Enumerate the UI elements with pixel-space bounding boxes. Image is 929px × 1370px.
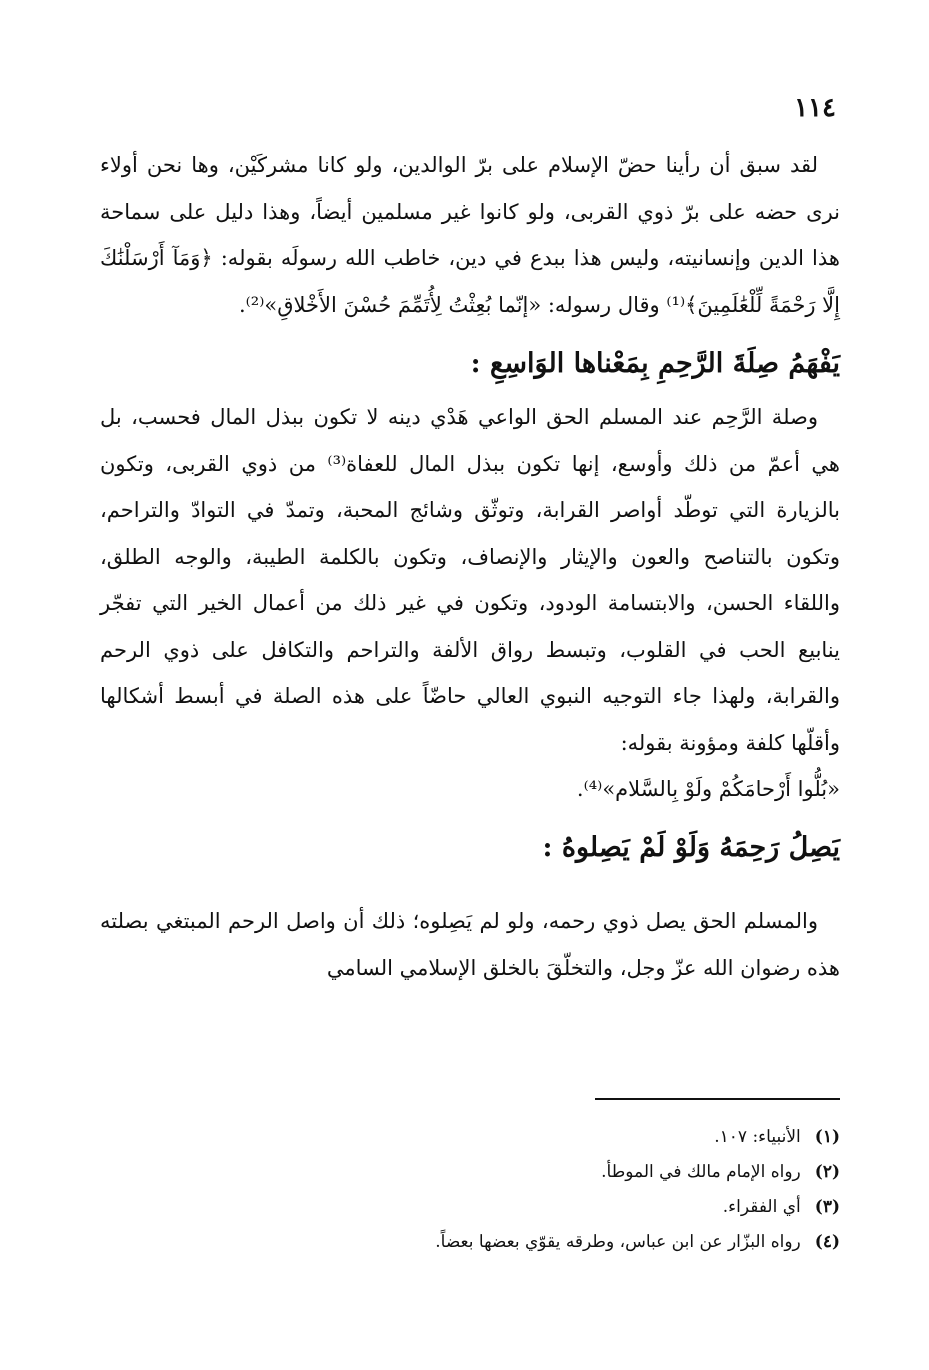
- footnote-text: أي الفقراء.: [722, 1197, 801, 1217]
- paragraph-true-muslim: والمسلم الحق يصل ذوي رحمه، ولو لم يَصِلوه؛ ذلك أن واصل الرحم المبتغي بصلته هذه رضوان الله عزّ وجل، والتخلّقَ بالخلق الإسلامي السامي: [100, 909, 840, 980]
- footnote-number: (٢): [814, 1162, 840, 1182]
- footnote-number: (١): [814, 1127, 840, 1147]
- footnote-divider: [595, 1098, 840, 1100]
- footnote-2: [300, 1155, 840, 1190]
- footnotes: [300, 1120, 840, 1260]
- footnote-text: رواه البزّار عن ابن عباس، وطرقه يقوّي بعضها بعضاً.: [435, 1232, 801, 1252]
- footnote-number: (٤): [814, 1232, 840, 1252]
- page-number: ١١٤: [794, 93, 836, 123]
- footnote-text: رواه الإمام مالك في الموطأ.: [601, 1162, 801, 1182]
- section-heading-broad-meaning: يَفْهَمُ صِلَةَ الرَّحِمِ بِمَعْناها الوَاسِعِ :: [470, 348, 840, 379]
- footnote-1: [300, 1120, 840, 1155]
- footnote-number: (٣): [814, 1197, 840, 1217]
- footnote-4: [300, 1225, 840, 1260]
- spacer: [100, 878, 840, 898]
- paragraph-kinship-ties: وصلة الرَّحِم عند المسلم الحق الواعي هَدْي دينه لا تكون ببذل المال فحسب، بل هي أعمّ من ذلك وأوسع، إنها تكون ببذل المال للعفاة⁽³⁾ من ذوي القربى، وتكون بالزيارة التي توطّد أواصر القرابة، وتوثّق وشائج المحبة، وتمدّ في التوادّ والتراحم، وتكون بالتناصح والعون والإيثار والإنصاف، وتكون بالكلمة الطيبة، والوجه الطلق، واللقاء الحسن، والابتسامة الودود، وتكون في غير ذلك من أعمال الخير التي تفجّر ينابيع الحب في القلوب، وتبسط رواق الألفة والتراحم والتكافل على ذوي الرحم والقرابة، ولهذا جاء التوجيه النبوي العالي حاضّاً على هذه الصلة في أبسط أشكالها وأقلّها كلفة ومؤونة بقوله:: [100, 405, 840, 755]
- paragraph-intro: لقد سبق أن رأينا حضّ الإسلام على برّ الوالدين، ولو كانا مشركَيْن، وها نحن أولاء نرى حضه على برّ ذوي القربى، ولو كانوا غير مسلمين أيضاً، وهذا دليل على سماحة هذا الدين وإنسانيته، وليس هذا ببدع في دين، خاطب الله رسولَه بقوله: ﴿وَمَآ أَرْسَلْنَٰكَ إِلَّا رَحْمَةً لِّلْعَٰلَمِينَ﴾⁽¹⁾ وقال رسوله: «إنّما بُعِثْتُ لِأُتَمِّمَ حُسْنَ الأَخْلاقِ»⁽²⁾.: [100, 153, 840, 317]
- page-body: [100, 88, 840, 1288]
- section-heading-maintain-ties: يَصِلُ رَحِمَهُ وَلَوْ لَمْ يَصِلوهُ :: [542, 832, 840, 863]
- footnote-3: [300, 1190, 840, 1225]
- footnote-text: الأنبياء: ١٠٧.: [714, 1127, 801, 1147]
- hadith-quote: «بُلُّوا أَرْحامَكُمْ ولَوْ بِالسَّلام»⁽⁴⁾.: [576, 777, 840, 801]
